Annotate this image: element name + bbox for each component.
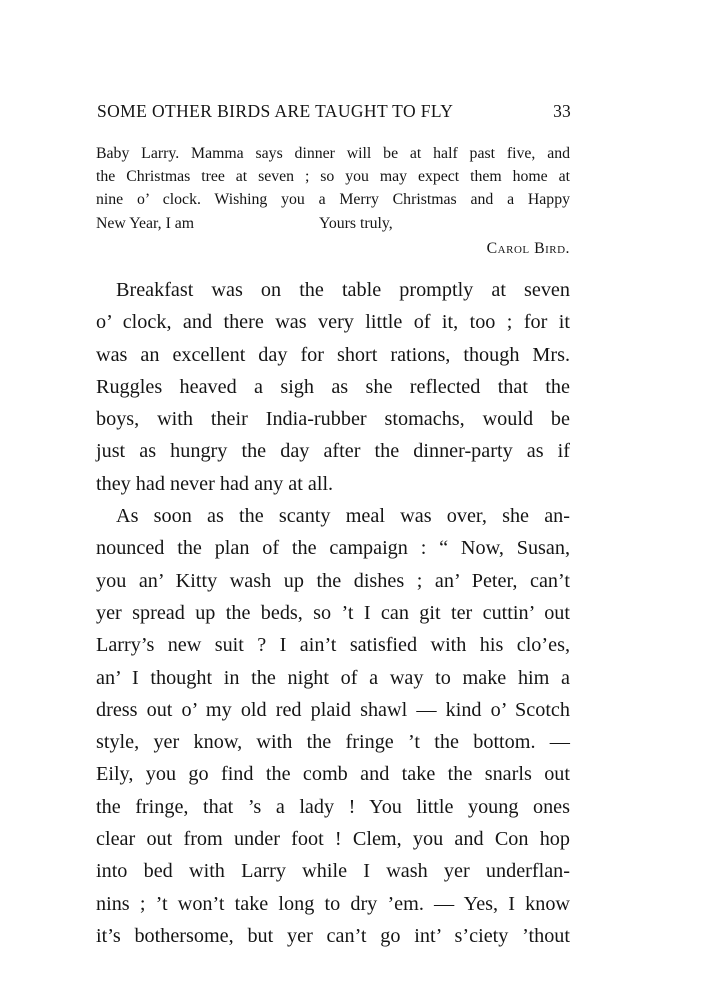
- paragraph-line: into bed with Larry while I wash yer underflan-: [96, 860, 570, 883]
- letter-signature: [96, 235, 570, 261]
- paragraph-line: they had never had any at all.: [96, 472, 334, 495]
- paragraph-line: nins ; ’t won’t take long to dry ’em. — Yes, I know: [96, 892, 570, 915]
- letter-line: Baby Larry. Mamma says dinner will be at half past five, and: [96, 145, 570, 162]
- letter-closing: Yours truly,: [319, 214, 393, 232]
- letter-line-text: New Year, I am: [96, 214, 195, 232]
- paragraph-line: the fringe, that ’s a lady ! You little young ones: [96, 795, 570, 818]
- paragraph-line: Eily, you go find the comb and take the snarls out: [96, 763, 570, 786]
- paragraph: [96, 500, 570, 952]
- paragraph-line: Breakfast was on the table promptly at seven: [116, 279, 570, 301]
- letter-block: [96, 142, 570, 261]
- paragraph-line: it’s bothersome, but yer can’t go int’ s’ciety ’thout: [96, 924, 570, 947]
- letter-last-line: [96, 212, 570, 235]
- letter-line: nine o’ clock. Wishing you a Merry Christmas and a Happy: [96, 191, 570, 209]
- paragraph-line: yer spread up the beds, so ’t I can git ter cuttin’ out: [96, 601, 570, 624]
- body-text: [96, 274, 570, 952]
- paragraph: [96, 274, 570, 500]
- paragraph-line: style, yer know, with the fringe ’t the bottom. —: [96, 731, 570, 754]
- running-head: [97, 101, 571, 127]
- paragraph-line: As soon as the scanty meal was over, she an-: [116, 505, 570, 528]
- paragraph-line: boys, with their India-rubber stomachs, would be: [96, 408, 570, 431]
- paragraph-line: Larry’s new suit ? I ain’t satisfied with his clo’es,: [96, 634, 570, 657]
- paragraph-line: just as hungry the day after the dinner-party as if: [96, 440, 570, 463]
- paragraph-line: you an’ Kitty wash up the dishes ; an’ Peter, can’t: [96, 569, 570, 592]
- paragraph-line: an’ I thought in the night of a way to make him a: [96, 666, 570, 689]
- paragraph-line: Ruggles heaved a sigh as she reflected that the: [96, 375, 570, 398]
- letter-line: the Christmas tree at seven ; so you may expect them home at: [96, 168, 570, 186]
- signature-name: Carol Bird.: [486, 239, 570, 257]
- paragraph-line: was an excellent day for short rations, though Mrs.: [96, 343, 570, 366]
- paragraph-line: nounced the plan of the campaign : “ Now, Susan,: [96, 537, 570, 560]
- chapter-title: SOME OTHER BIRDS ARE TAUGHT TO FLY: [97, 101, 454, 121]
- paragraph-line: clear out from under foot ! Clem, you and Con hop: [96, 828, 570, 851]
- paragraph-line: o’ clock, and there was very little of it, too ; for it: [96, 311, 570, 334]
- paragraph-line: dress out o’ my old red plaid shawl — kind o’ Scotch: [96, 698, 570, 721]
- page-number: 33: [553, 101, 571, 121]
